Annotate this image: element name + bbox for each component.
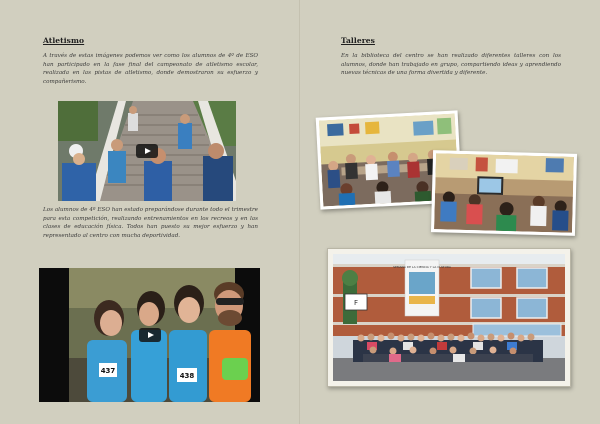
basket-sign: F	[353, 299, 359, 307]
play-button[interactable]	[139, 328, 161, 342]
workshops-heading: Talleres	[341, 36, 375, 45]
athletics-video-2[interactable]	[39, 268, 260, 402]
workshop-photo-2	[431, 150, 577, 236]
athletics-paragraph-1: A través de estas imágenes podemos ver como los alumnos de 4º de ESO han participado en la fase final del campeonato de atletismo escolar, realizada en las pistas de atletismo, donde demostraron su esfuerzo y compañerismo.	[43, 53, 258, 85]
poster-text: SEMANA DE LA CIENCIA Y LA CULTURA	[393, 265, 451, 269]
athletics-heading: Atletismo	[43, 36, 85, 45]
bib-number-2: 438	[179, 372, 195, 380]
group-photo-image	[333, 254, 565, 381]
workshop-photo-2-image	[434, 153, 574, 233]
athletics-paragraph-2: Los alumnos de 4º ESO han estado preparándose durante todo el trimestre para esta competición, realizando entrenamientos en los recreos y en las clases de educación física. Todos han puesto su mejor esfuerzo y han representado al centro con mucha deportividad.	[43, 207, 258, 239]
athletics-video-1[interactable]	[58, 101, 236, 201]
group-photo	[327, 248, 571, 387]
page-fold	[299, 0, 301, 424]
play-button[interactable]	[136, 144, 158, 158]
bib-number-1: 437	[100, 367, 116, 375]
workshops-paragraph: En la biblioteca del centro se han realizado diferentes talleres con los alumnos, donde han trabajado en grupo, compartiendo ideas y aprendiendo nuevas técnicas de una forma divertida y diferente.	[341, 53, 561, 77]
